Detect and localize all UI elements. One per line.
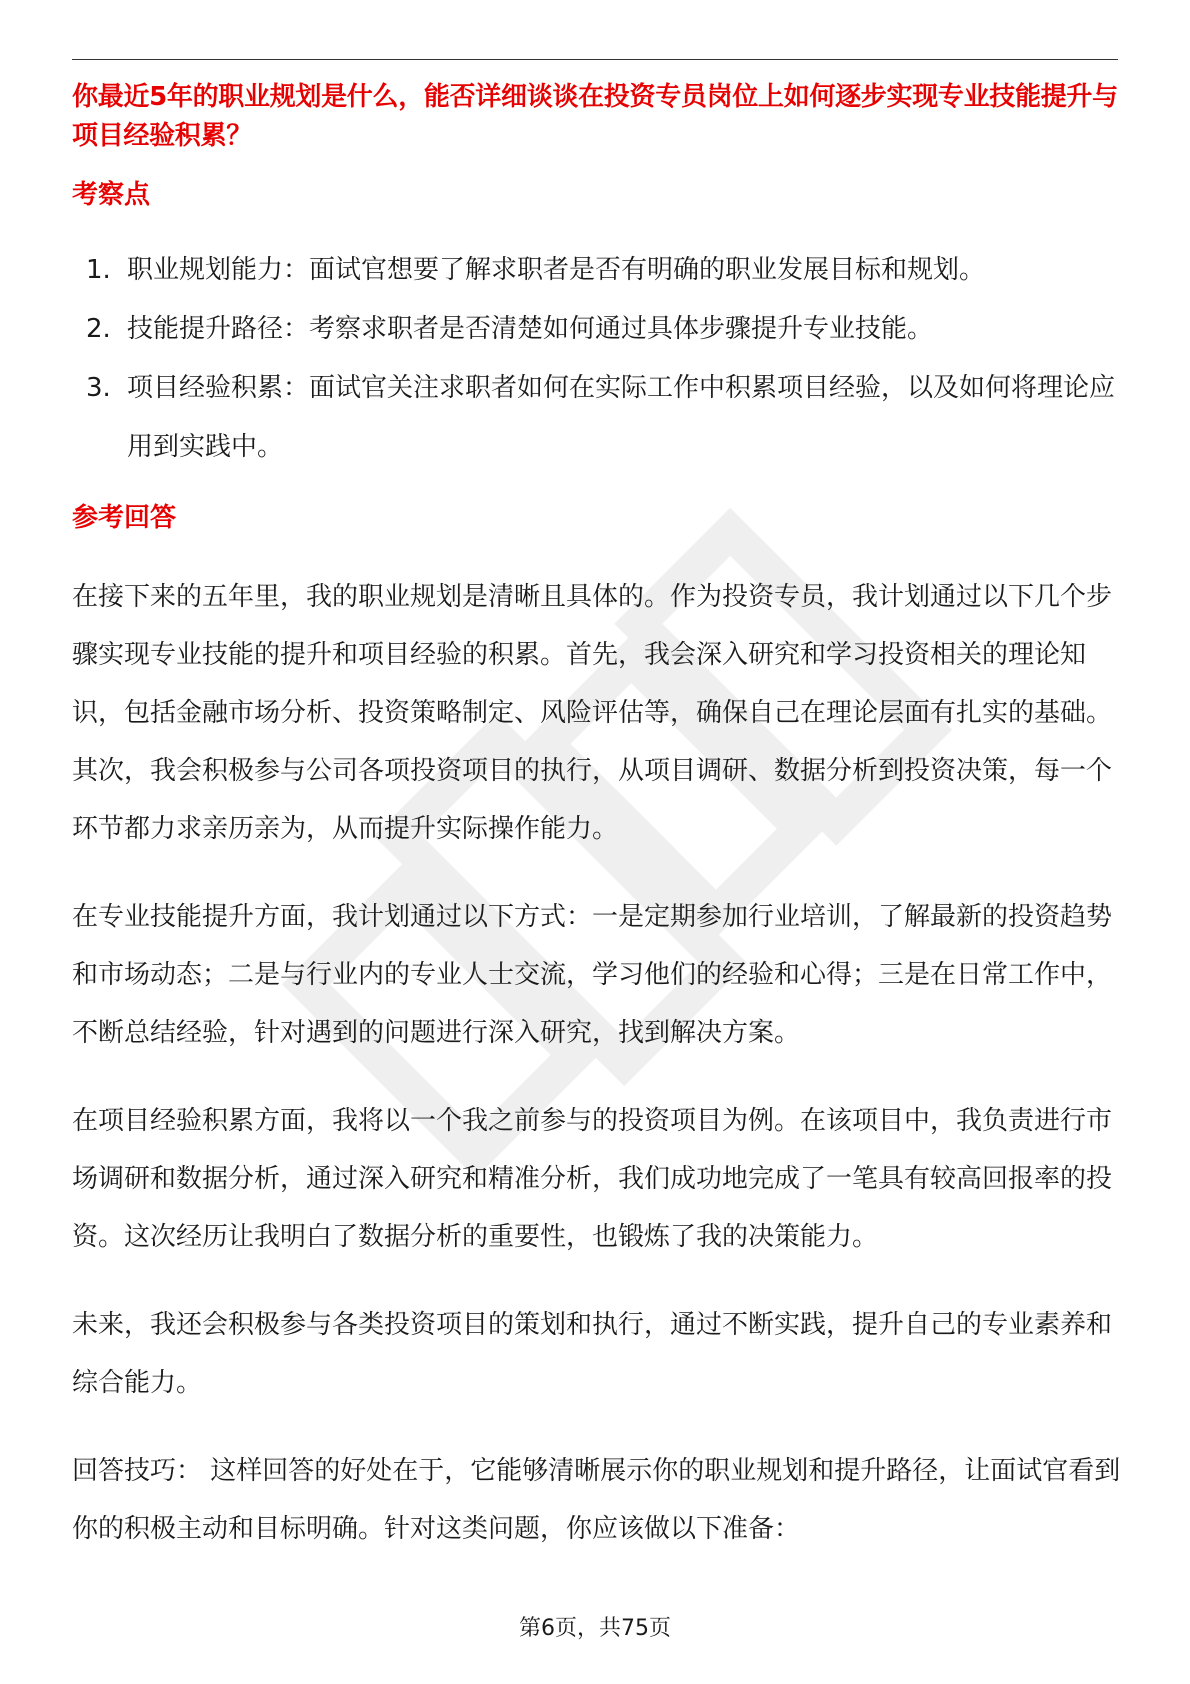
list-number: 1.: [86, 255, 111, 285]
section-heading-points: 考察点: [72, 180, 151, 210]
page-footer: 第6页，共75页: [519, 1616, 671, 1641]
answer-paragraph: 在接下来的五年里，我的职业规划是清晰且具体的。作为投资专员，我计划通过以下几个步骤实现专业技能的提升和项目经验的积累。首先，我会深入研究和学习投资相关的理论知识，包括金融市场分析、投资策略制定、风险评估等，确保自己在理论层面有扎实的基础。其次，我会积极参与公司各项投资项目的执行，从项目调研、数据分析到投资决策，每一个环节都力求亲历亲为，从而提升实际操作能力。: [72, 582, 1113, 844]
list-text: 技能提升路径：考察求职者是否清楚如何通过具体步骤提升专业技能。: [127, 314, 934, 344]
question-title: 你最近5年的职业规划是什么，能否详细谈谈在投资专员岗位上如何逐步实现专业技能提升与项目经验积累？: [72, 82, 1118, 151]
list-text: 职业规划能力：面试官想要了解求职者是否有明确的职业发展目标和规划。: [127, 255, 986, 285]
answer-paragraph: 在专业技能提升方面，我计划通过以下方式：一是定期参加行业培训，了解最新的投资趋势和市场动态；二是与行业内的专业人士交流，学习他们的经验和心得；三是在日常工作中，不断总结经验，针对遇到的问题进行深入研究，找到解决方案。: [72, 902, 1113, 1048]
list-number: 2.: [86, 314, 111, 344]
points-list: [72, 241, 1122, 477]
list-item: [72, 241, 1122, 300]
answer-paragraph: 未来，我还会积极参与各类投资项目的策划和执行，通过不断实践，提升自己的专业素养和综合能力。: [72, 1310, 1113, 1398]
page-content: [72, 78, 1122, 1558]
list-item: [72, 300, 1122, 359]
list-item: [72, 359, 1122, 477]
section-heading-answer: 参考回答: [72, 503, 177, 533]
answer-paragraph: 在项目经验积累方面，我将以一个我之前参与的投资项目为例。在该项目中，我负责进行市场调研和数据分析，通过深入研究和精准分析，我们成功地完成了一笔具有较高回报率的投资。这次经历让我明白了数据分析的重要性，也锻炼了我的决策能力。: [72, 1106, 1113, 1252]
list-number: 3.: [86, 373, 111, 403]
top-divider: [72, 59, 1118, 60]
answer-tips: 回答技巧： 这样回答的好处在于，它能够清晰展示你的职业规划和提升路径，让面试官看到你的积极主动和目标明确。针对这类问题，你应该做以下准备：: [72, 1456, 1121, 1544]
list-text: 项目经验积累：面试官关注求职者如何在实际工作中积累项目经验，以及如何将理论应用到实践中。: [127, 373, 1116, 462]
